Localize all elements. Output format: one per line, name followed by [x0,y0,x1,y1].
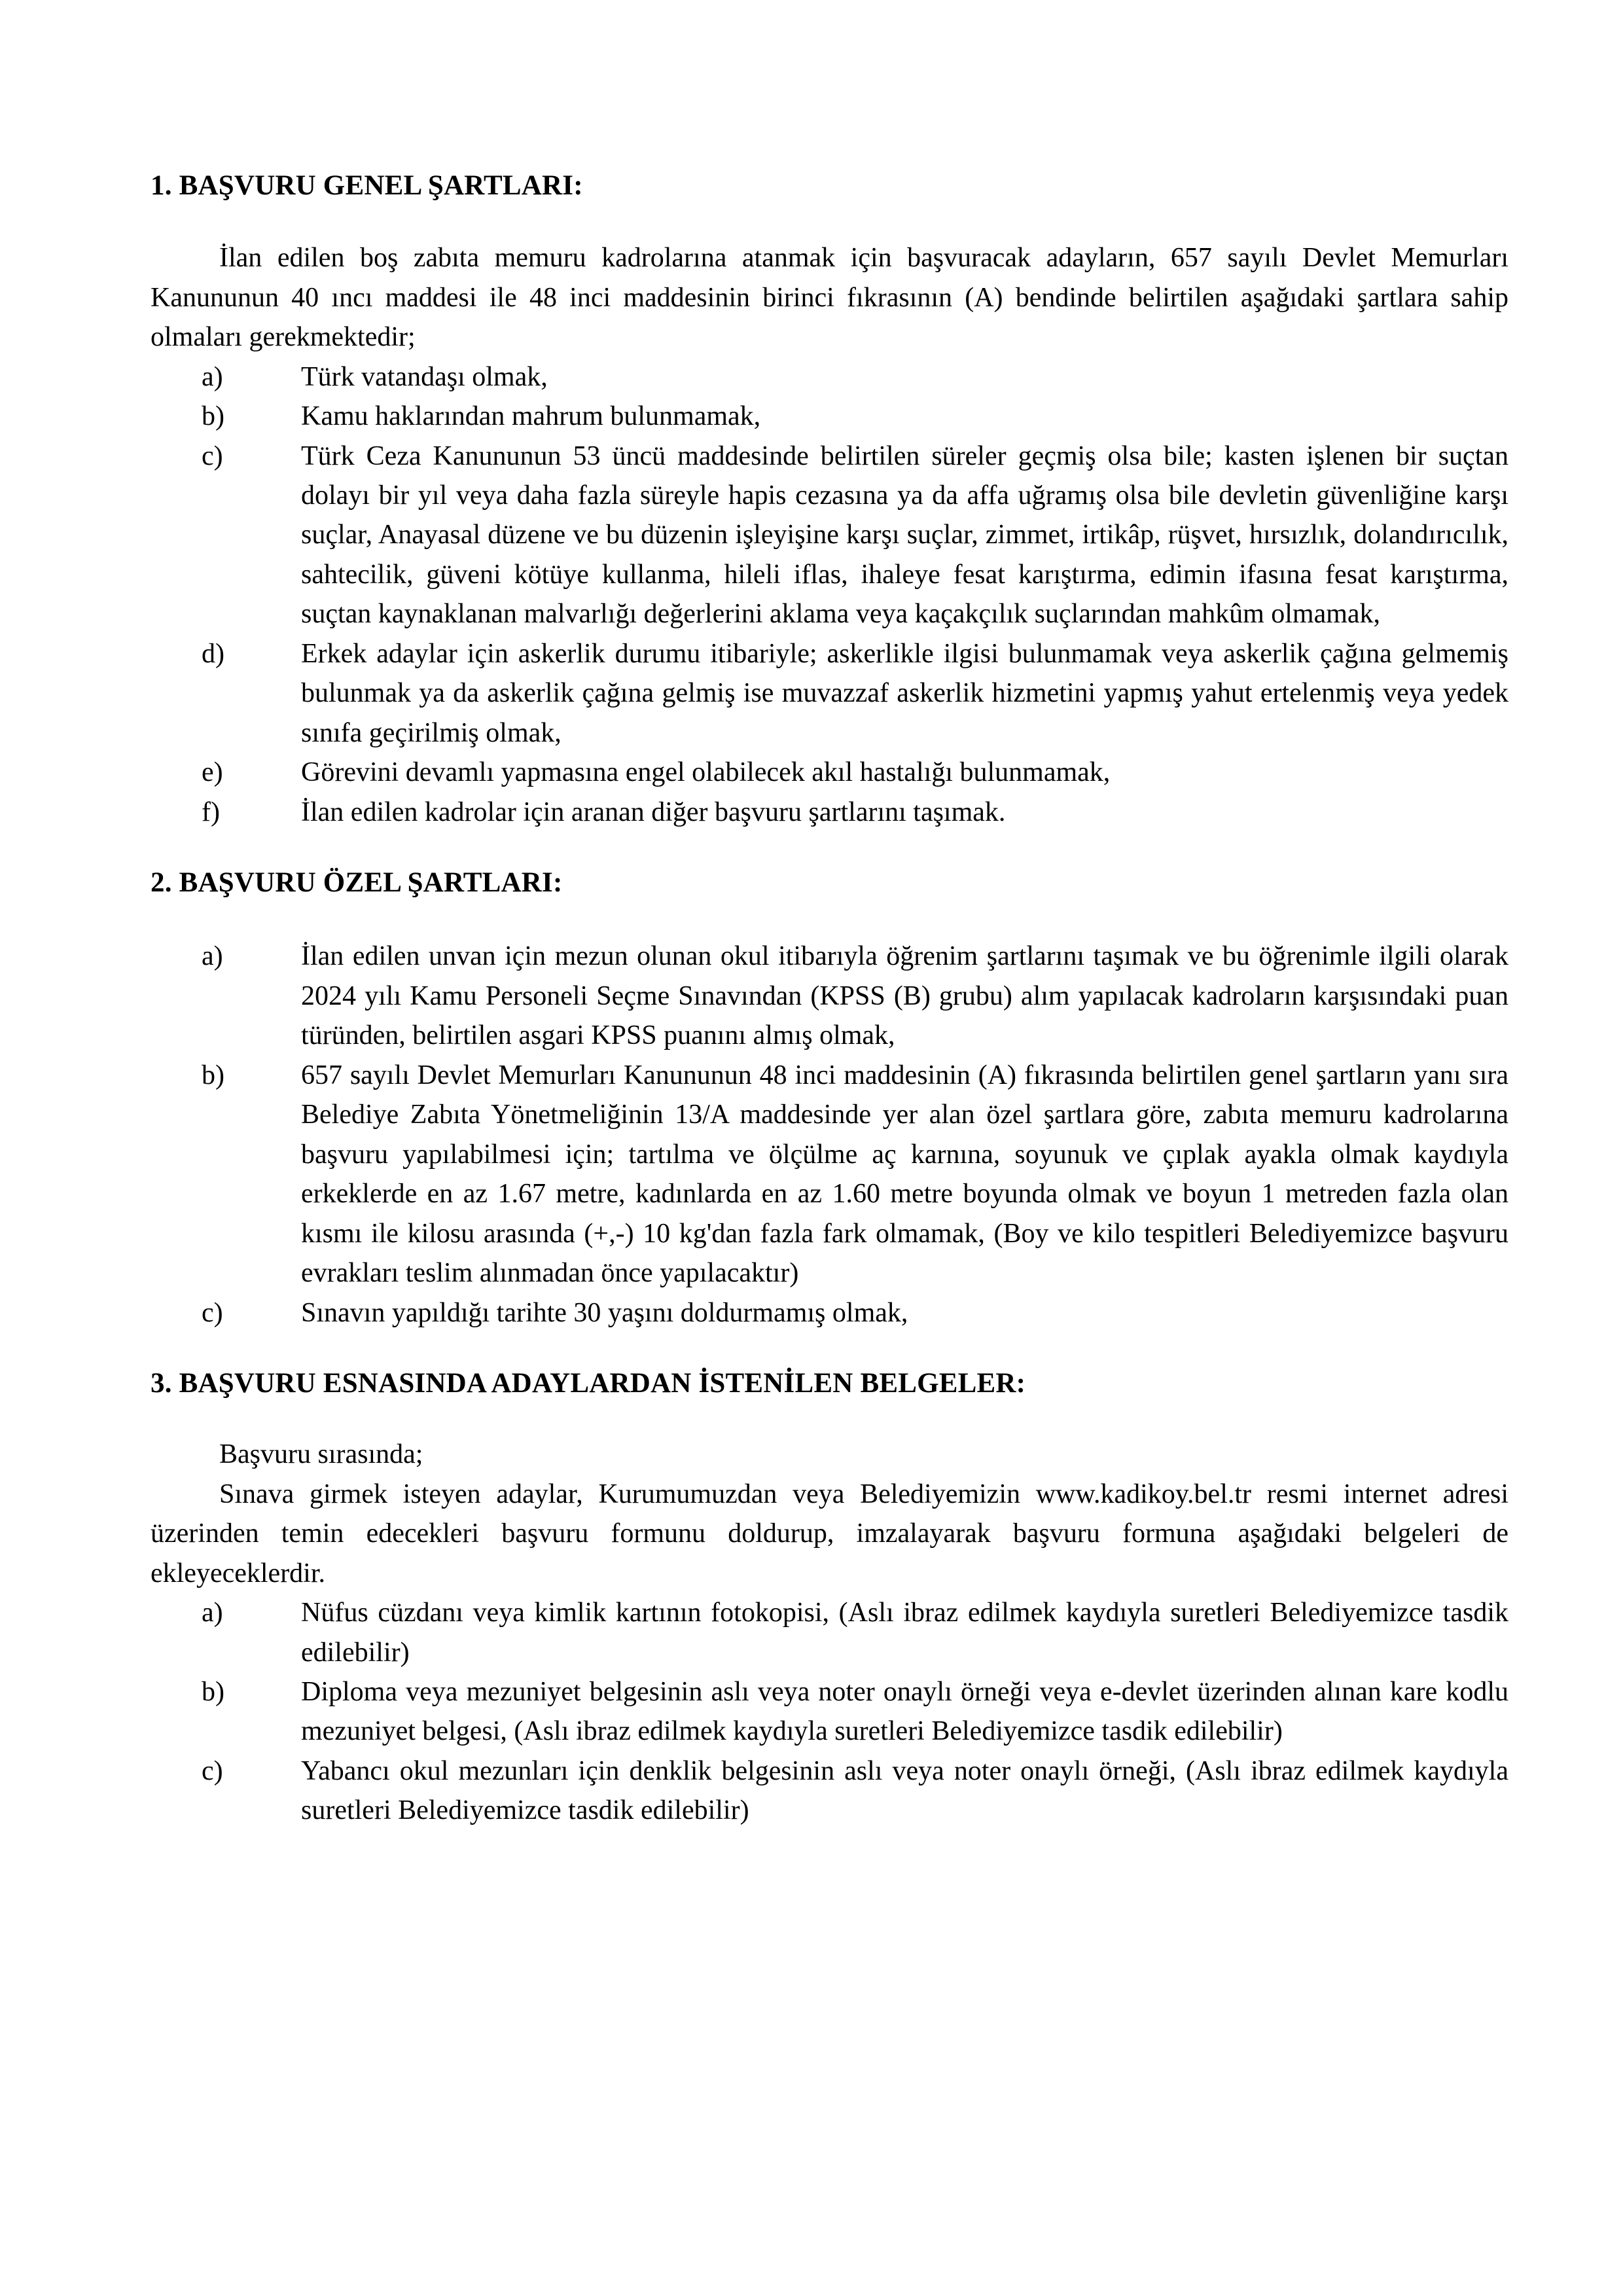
section-3-intro-line-1: Başvuru sırasında; [219,1439,423,1470]
list-marker: a) [202,1598,223,1628]
list-item [202,937,1508,1055]
list-marker: e) [202,757,223,788]
list-marker: f) [202,797,220,827]
list-item-text: Sınavın yapıldığı tarihte 30 yaşını doldurmamış olmak, [301,1297,908,1328]
section-1-intro-paragraph: İlan edilen boş zabıta memuru kadrolarına atanmak için başvuracak adayların, 657 sayılı Devlet Memurları Kanununun 40 ıncı maddesi ile 48 inci maddesinin birinci fıkrasının (A) bendinde belirtilen aşağıdaki şartlara sahip olmaları gerekmektedir; [151,243,1508,353]
document-content [151,170,1508,1831]
list-marker: a) [202,941,223,972]
list-marker: c) [202,1755,223,1786]
section-1-list [151,357,1508,833]
list-item-text: İlan edilen kadrolar için aranan diğer başvuru şartlarını taşımak. [301,797,1006,827]
list-item [202,1593,1508,1672]
list-item-text: Yabancı okul mezunları için denklik belgesinin aslı veya noter onaylı örneği, (Aslı ibraz edilmek kaydıyla suretleri Belediyemizce tasdik edilebilir) [301,1755,1508,1826]
section-2-heading: 2. BAŞVURU ÖZEL ŞARTLARI: [151,867,563,899]
list-marker: a) [202,361,223,392]
list-marker: b) [202,401,224,432]
list-item [202,793,1508,832]
list-item [202,1056,1508,1293]
list-item-text: İlan edilen unvan için mezun olunan okul itibarıyla öğrenim şartlarını taşımak ve bu öğrenimle ilgili olarak 2024 yılı Kamu Personeli Seçme Sınavından (KPSS (B) grubu) alım yapılacak kadroların karşısındaki puan türünden, belirtilen asgari KPSS puanını almış olmak, [301,941,1508,1051]
section-3-intro-line-2: Sınava girmek isteyen adaylar, Kurumumuzdan veya Belediyemizin www.kadikoy.bel.tr resmi internet adresi üzerinden temin edecekleri başvuru formunu doldurup, imzalayarak başvuru formuna aşağıdaki belgeleri de ekleyeceklerdir. [151,1479,1508,1588]
list-item-text: Erkek adaylar için askerlik durumu itibariyle; askerlikle ilgisi bulunmamak veya askerlik çağına gelmemiş bulunmak ya da askerlik çağına gelmiş ise muvazzaf askerlik hizmetini yapmış yahut ertelenmiş veya yedek sınıfa geçirilmiş olmak, [301,638,1508,748]
section-2-list [151,937,1508,1333]
list-item-text: 657 sayılı Devlet Memurları Kanununun 48 inci maddesinin (A) fıkrasında belirtilen genel şartların yanı sıra Belediye Zabıta Yönetmeliğinin 13/A maddesinde yer alan özel şartlara göre, zabıta memuru kadrolarına başvuru yapılabilmesi için; tartılma ve ölçülme aç karnına, soyunuk ve çıplak ayakla olmak kaydıyla erkeklerde en az 1.67 metre, kadınlarda en az 1.60 metre boyunda olmak ve boyun 1 metreden fazla olan kısmı ile kilosu arasında (+,-) 10 kg'dan fazla fark olmamak, (Boy ve kilo tespitleri Belediyemizce başvuru evrakları teslim alınmadan önce yapılacaktır) [301,1060,1508,1289]
list-marker: d) [202,638,224,669]
list-item-text: Diploma veya mezuniyet belgesinin aslı veya noter onaylı örneği veya e-devlet üzerinden alınan kare kodlu mezuniyet belgesi, (Aslı ibraz edilmek kaydıyla suretleri Belediyemizce tasdik edilebilir) [301,1677,1508,1747]
list-item [202,397,1508,436]
section-3-list [151,1593,1508,1831]
list-item-text: Türk vatandaşı olmak, [301,361,548,392]
list-item [202,753,1508,792]
list-item-text: Nüfus cüzdanı veya kimlik kartının fotokopisi, (Aslı ibraz edilmek kaydıyla suretleri Belediyemizce tasdik edilebilir) [301,1598,1508,1668]
list-marker: b) [202,1677,224,1707]
list-item [202,634,1508,753]
list-item-text: Türk Ceza Kanununun 53 üncü maddesinde belirtilen süreler geçmiş olsa bile; kasten işlenen bir suçtan dolayı bir yıl veya daha fazla süreyle hapis cezasına ya da affa uğramış olsa bile devletin güvenliğine karşı suçlar, Anayasal düzene ve bu düzenin işleyişine karşı suçlar, zimmet, irtikâp, rüşvet, hırsızlık, dolandırıcılık, sahtecilik, güveni kötüye kullanma, hileli iflas, ihaleye fesat karıştırma, edimin ifasına fesat karıştırma, suçtan kaynaklanan malvarlığı değerlerini aklama veya kaçakçılık suçlarından mahkûm olmamak, [301,440,1508,630]
list-item [202,1672,1508,1751]
list-item-text: Görevini devamlı yapmasına engel olabilecek akıl hastalığı bulunmamak, [301,757,1111,788]
list-marker: c) [202,1297,223,1328]
list-marker: b) [202,1060,224,1090]
section-1-heading: 1. BAŞVURU GENEL ŞARTLARI: [151,170,583,201]
list-item [202,357,1508,397]
section-3-heading: 3. BAŞVURU ESNASINDA ADAYLARDAN İSTENİLEN BELGELER: [151,1368,1026,1399]
list-item [202,437,1508,634]
list-marker: c) [202,440,223,471]
list-item [202,1293,1508,1333]
list-item [202,1751,1508,1831]
list-item-text: Kamu haklarından mahrum bulunmamak, [301,401,761,432]
